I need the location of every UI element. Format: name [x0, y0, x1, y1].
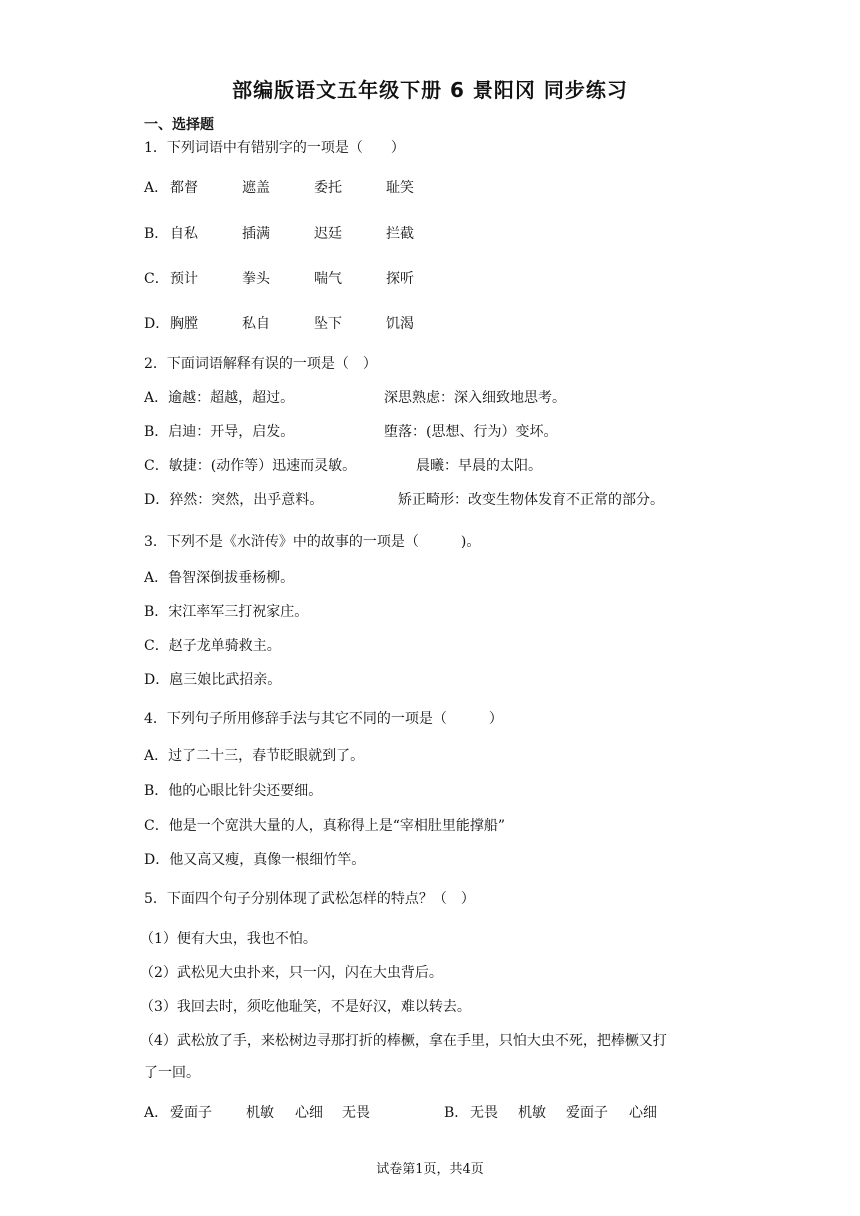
option-label: A． [144, 180, 169, 196]
question-3-option-c: C．赵子龙单骑救主。 [144, 638, 281, 654]
question-4-option-c: C．他是一个宽洪大量的人，真称得上是“宰相肚里能撑船” [144, 818, 506, 834]
question-5-sentence-3: （3）我回去时，须吃他耻笑，不是好汉，难以转去。 [140, 999, 471, 1015]
question-5-sentence-4: （4）武松放了手，来松树边寻那打折的棒橛，拿在手里，只怕大虫不死，把棒橛又打 [140, 1033, 667, 1049]
question-1-stem: 1．下列词语中有错别字的一项是（ ） [144, 140, 405, 156]
option-word: 喘气 [314, 271, 342, 287]
option-label: C． [144, 271, 169, 287]
question-3-option-a: A．鲁智深倒拔垂杨柳。 [144, 570, 295, 586]
option-label: D． [144, 316, 170, 332]
option-word: 自私 [170, 226, 198, 242]
option-word: 无畏 [470, 1105, 498, 1121]
option-word: 探听 [386, 271, 414, 287]
question-2-option-d-second: 矫正畸形：改变生物体发育不正常的部分。 [398, 492, 664, 508]
question-2-option-d: D．猝然：突然，出乎意料。 [144, 492, 324, 508]
question-3-stem: 3．下列不是《水浒传》中的故事的一项是（ )。 [144, 534, 481, 550]
option-word: 胸膛 [170, 316, 198, 332]
option-word: 爱面子 [566, 1105, 608, 1121]
option-word: 爱面子 [170, 1105, 212, 1121]
section-heading: 一、选择题 [144, 117, 214, 133]
option-word: 私自 [242, 316, 270, 332]
option-word: 耻笑 [386, 180, 414, 196]
question-2-option-a: A．逾越：超越，超过。 [144, 390, 295, 406]
option-label: B． [444, 1105, 469, 1121]
question-2-stem: 2．下面词语解释有误的一项是（ ） [144, 356, 377, 372]
option-word: 无畏 [342, 1105, 370, 1121]
option-word: 插满 [242, 226, 270, 242]
question-2-option-a-second: 深思熟虑：深入细致地思考。 [384, 390, 566, 406]
question-4-option-b: B．他的心眼比针尖还要细。 [144, 783, 323, 799]
question-2-option-c-second: 晨曦：早晨的太阳。 [416, 458, 542, 474]
question-2-option-c: C．敏捷：(动作等）迅速而灵敏。 [144, 458, 357, 474]
question-2-option-b-second: 堕落：(思想、行为）变坏。 [384, 424, 558, 440]
option-word: 遮盖 [242, 180, 270, 196]
question-3-option-d: D．扈三娘比武招亲。 [144, 672, 282, 688]
page-footer: 试卷第1页，共4页 [376, 1162, 484, 1177]
question-4-stem: 4．下列句子所用修辞手法与其它不同的一项是（ ） [144, 711, 503, 727]
option-word: 都督 [170, 180, 198, 196]
page-title: 部编版语文五年级下册 6 景阳冈 同步练习 [232, 78, 628, 102]
option-word: 心细 [295, 1105, 323, 1121]
option-label: B． [144, 226, 169, 242]
option-word: 拦截 [386, 226, 414, 242]
question-5-sentence-4-cont: 了一回。 [144, 1065, 200, 1081]
question-4-option-a: A．过了二十三，春节眨眼就到了。 [144, 748, 365, 764]
option-word: 坠下 [314, 316, 342, 332]
question-2-option-b: B．启迪：开导，启发。 [144, 424, 295, 440]
option-word: 预计 [170, 271, 198, 287]
option-word: 拳头 [242, 271, 270, 287]
question-3-option-b: B．宋江率军三打祝家庄。 [144, 604, 309, 620]
question-5-sentence-1: （1）便有大虫，我也不怕。 [140, 931, 317, 947]
question-5-sentence-2: （2）武松见大虫扑来，只一闪，闪在大虫背后。 [140, 965, 443, 981]
option-word: 机敏 [246, 1105, 274, 1121]
question-4-option-d: D．他又高又瘦，真像一根细竹竿。 [144, 852, 366, 868]
option-word: 迟廷 [314, 226, 342, 242]
option-word: 心细 [629, 1105, 657, 1121]
option-word: 饥渴 [386, 316, 414, 332]
option-word: 机敏 [518, 1105, 546, 1121]
option-label: A． [144, 1105, 169, 1121]
option-word: 委托 [314, 180, 342, 196]
question-5-stem: 5．下面四个句子分别体现了武松怎样的特点？（ ） [144, 891, 475, 907]
